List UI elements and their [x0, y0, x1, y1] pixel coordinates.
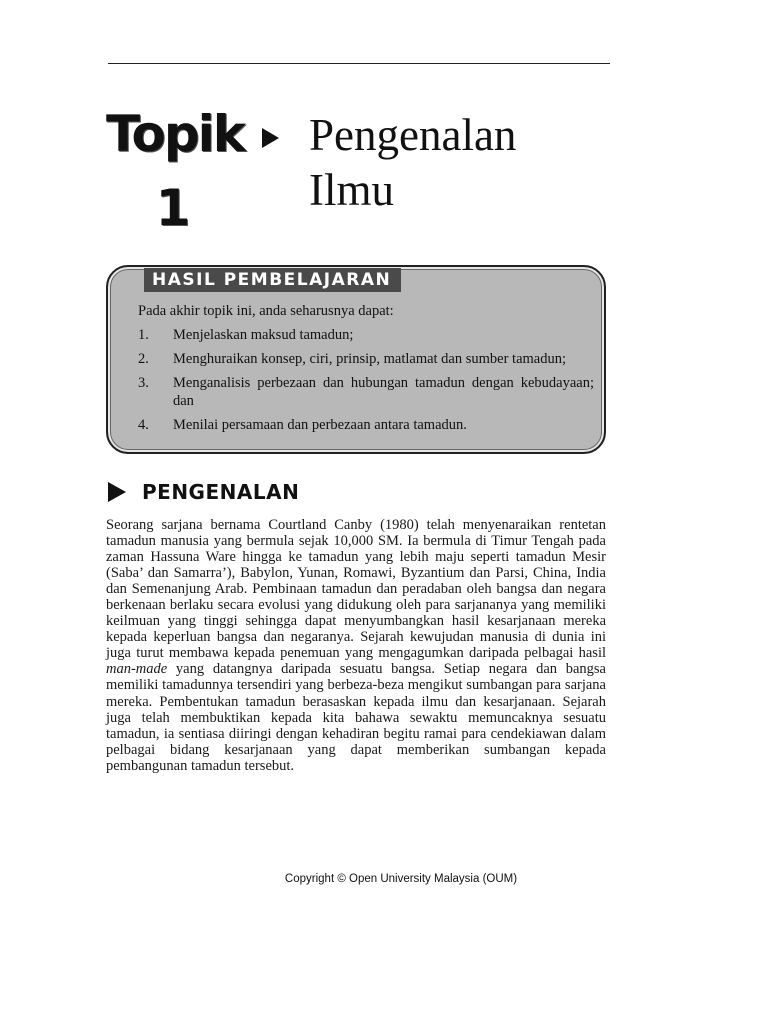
section-title: PENGENALAN	[142, 480, 300, 504]
list-item-number: 1.	[138, 327, 149, 343]
list-item-number: 3.	[138, 375, 149, 391]
list-item	[138, 326, 594, 344]
page-title	[309, 108, 609, 218]
list-item-number: 4.	[138, 417, 149, 433]
body-text-part-2: yang datangnya daripada sesuatu bangsa. Setiap negara dan bangsa memiliki tamadunnya tersendiri yang berbeza-beza mengikut sumbangan para sarjana mereka. Pembentukan tamadun berasaskan kepada ilmu dan kesarjanaan. Sejarah juga telah membuktikan kepada kita bahawa sewaktu memuncaknya sesuatu tamadun, ia sentiasa diiringi dengan kehadiran begitu ramai para cendekiawan dalam pelbagai bidang kesarjanaan yang dapat memberikan sumbangan kepada pembangunan tamadun tersebut.	[106, 661, 606, 774]
body-text-part-1: Seorang sarjana bernama Courtland Canby (1980) telah menyenaraikan rentetan tamadun manusia yang bermula sejak 10,000 SM. Ia bermula di Timur Tengah pada zaman Hassuna Ware hingga ke tamadun yang lebih maju seperti tamadun Mesir (Saba’ dan Samarra’), Babylon, Yunan, Romawi, Byzantium dan Parsi, China, India dan Semenanjung Arab. Pembinaan tamadun dan peradaban oleh bangsa dan negara berkenaan berlaku secara evolusi yang didukung oleh para sarjananya yang memiliki keilmuan yang tinggi sehingga dapat menyumbangkan hasil kesarjanaan mereka kepada keperluan bangsa dan negaranya. Sejarah kewujudan manusia di dunia ini juga turut membawa kepada penemuan yang mengagumkan daripada pelbagai hasil	[106, 517, 606, 662]
list-item-text: Menghuraikan konsep, ciri, prinsip, matlamat dan sumber tamadun;	[173, 351, 567, 367]
top-rule	[108, 63, 610, 64]
learning-outcomes-list	[138, 326, 594, 434]
list-item-text: Menilai persamaan dan perbezaan antara tamadun.	[173, 417, 467, 433]
section-arrow-icon	[108, 482, 126, 502]
list-item	[138, 416, 594, 434]
body-text-italic: man-made	[106, 661, 168, 678]
topic-number: 1	[155, 179, 191, 237]
list-item	[138, 350, 594, 368]
copyright-notice: Copyright © Open University Malaysia (OUM)	[284, 873, 518, 885]
play-arrow-icon	[262, 128, 279, 148]
learning-outcomes-intro: Pada akhir topik ini, anda seharusnya dapat:	[138, 303, 394, 319]
list-item-text: Menjelaskan maksud tamadun;	[173, 327, 354, 343]
learning-outcomes-header: HASIL PEMBELAJARAN	[144, 268, 401, 292]
list-item-text: Menganalisis perbezaan dan hubungan tamadun dengan kebudayaan; dan	[173, 375, 594, 409]
page-title-line-2: Ilmu	[309, 165, 394, 215]
list-item	[138, 374, 594, 410]
list-item-number: 2.	[138, 351, 149, 367]
topic-label: Topik	[106, 105, 244, 163]
body-paragraph	[106, 517, 606, 774]
page-title-line-1: Pengenalan	[309, 110, 517, 160]
